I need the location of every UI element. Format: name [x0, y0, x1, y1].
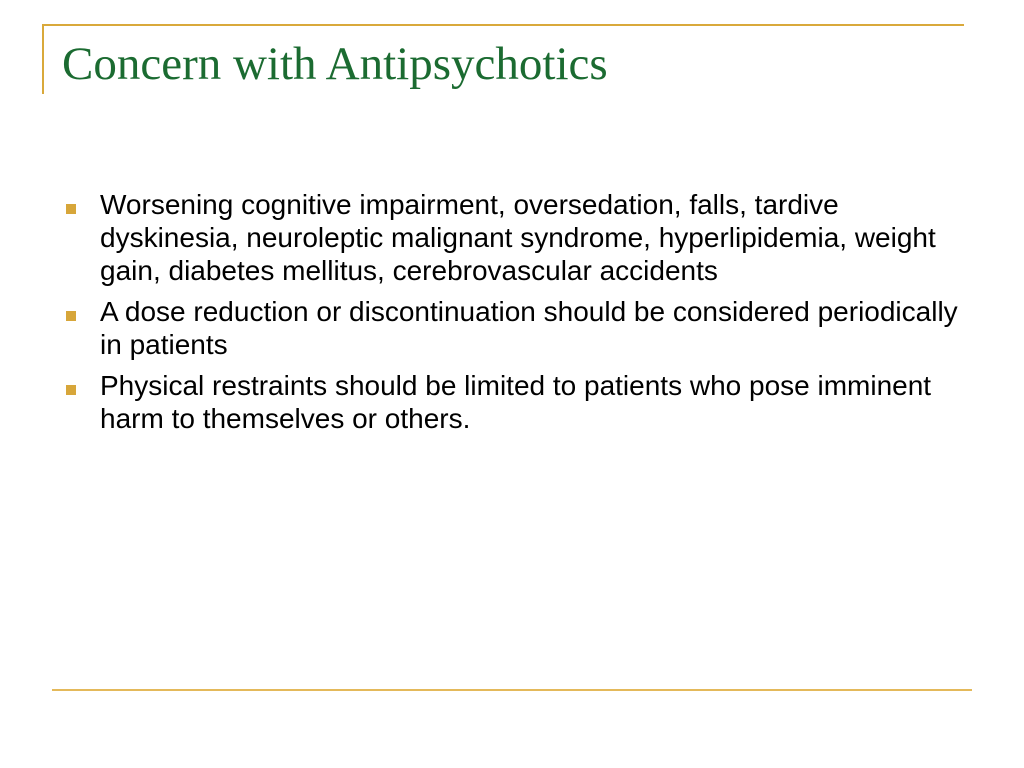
square-bullet-icon [66, 204, 76, 214]
bullet-item-side-effects [66, 188, 961, 287]
bullet-text: A dose reduction or discontinuation should be considered periodically in patients [100, 296, 958, 361]
bullet-item-physical-restraints [66, 369, 961, 435]
left-border-line [42, 24, 44, 94]
square-bullet-icon [66, 311, 76, 321]
bullet-text: Physical restraints should be limited to patients who pose imminent harm to themselves or others. [100, 370, 932, 435]
bullet-item-dose-reduction [66, 295, 961, 361]
square-bullet-icon [66, 385, 76, 395]
bottom-border-line [52, 689, 972, 691]
top-border-line [42, 24, 964, 26]
bullet-text: Worsening cognitive impairment, oversedation, falls, tardive dyskinesia, neuroleptic malignant syndrome, hyperlipidemia, weight gain, diabetes mellitus, cerebrovascular accidents [100, 189, 936, 287]
slide-title: Concern with Antipsychotics [62, 38, 608, 90]
bullet-list [66, 188, 961, 443]
